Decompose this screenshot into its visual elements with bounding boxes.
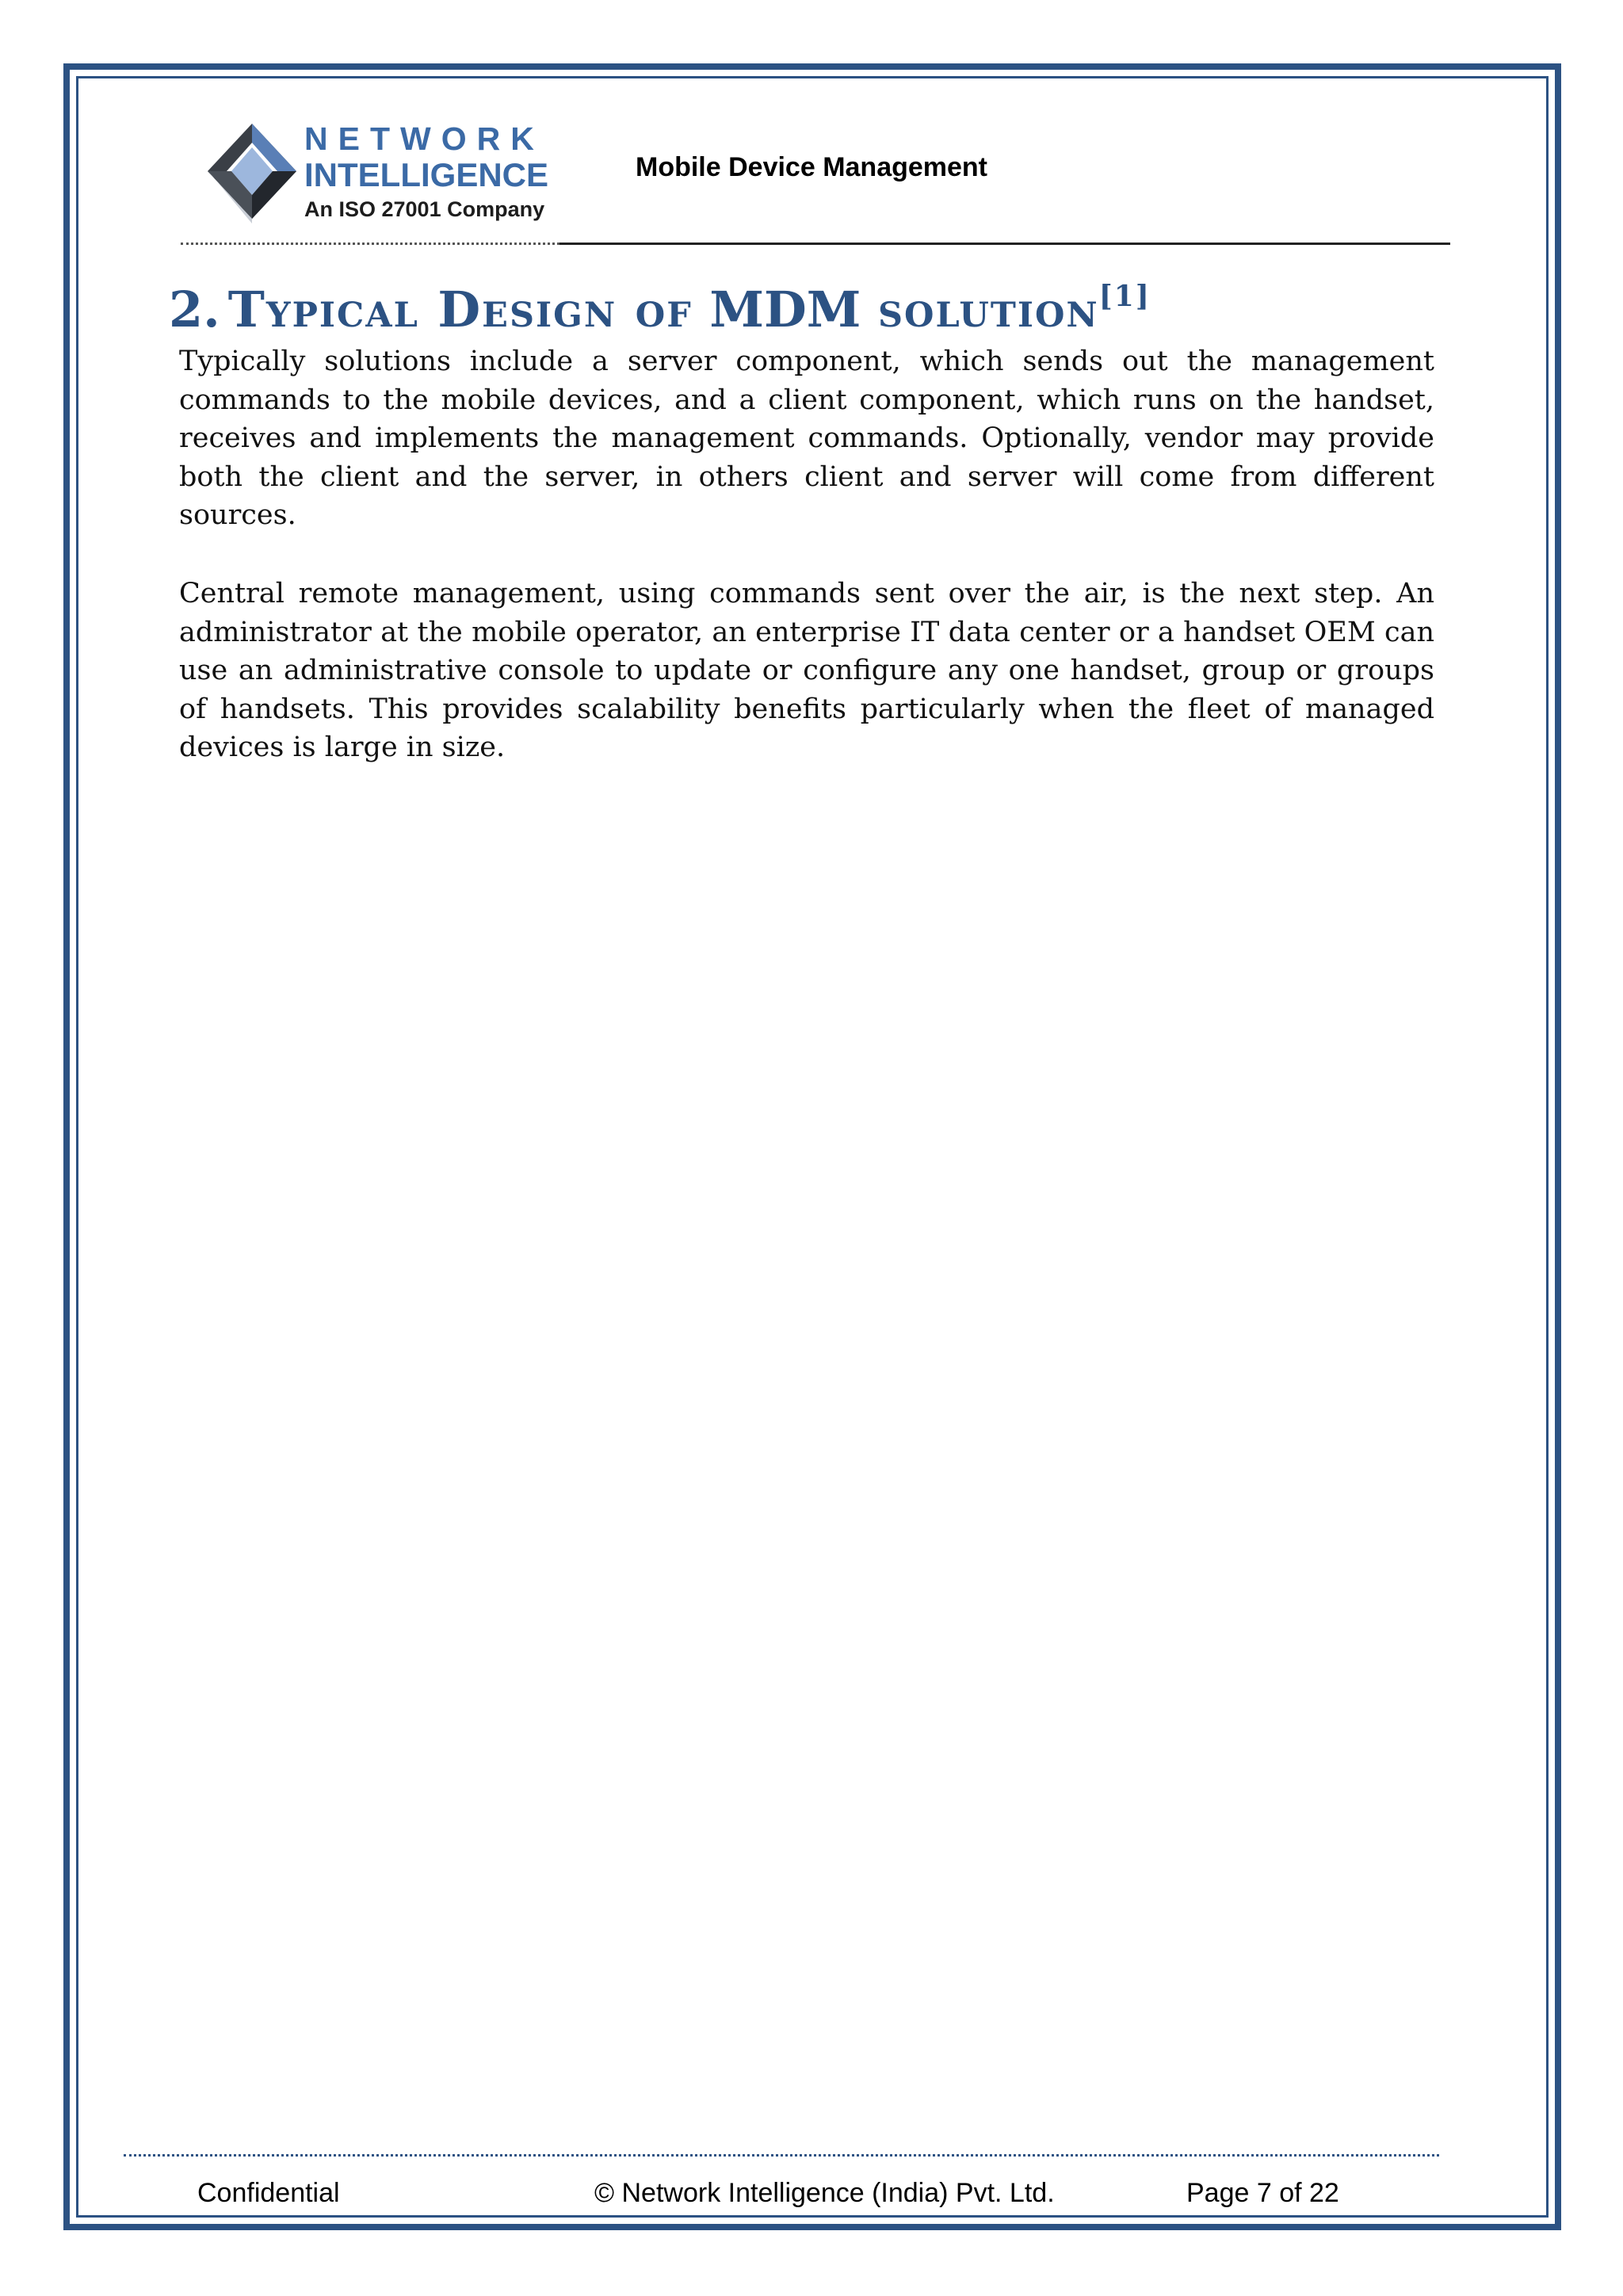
heading-reference: [1]: [1098, 280, 1151, 313]
section-heading: [169, 280, 1151, 338]
section-number: 2.: [169, 281, 220, 338]
header-divider-dotted: [181, 243, 559, 245]
logo-text-network: NETWORK: [304, 120, 544, 157]
footer-confidential: Confidential: [197, 2178, 340, 2208]
heading-text-part2: MDM: [709, 281, 861, 338]
heading-text-part1: Typical Design of: [227, 281, 693, 338]
body-paragraph: Typically solutions include a server component, which sends out the management commands to the mobile devices, and a client component, which runs on the handset, receives and implements the management commands. Optionally, vendor may provide both the client and the server, in others client and server will come from different sources.: [179, 346, 1434, 531]
logo-text-iso: An ISO 27001 Company: [304, 197, 545, 221]
document-header-title: Mobile Device Management: [636, 152, 988, 182]
diamond-logo-icon: [204, 119, 300, 226]
body-paragraph: Central remote management, using commands sent over the air, is the next step. An administrator at the mobile operator, an enterprise IT data center or a handset OEM can use an administrative console to update or configure any one handset, group or groups of handsets. This provides scalability benefits particularly when the fleet of managed devices is large in size.: [179, 578, 1434, 763]
header-divider-solid: [559, 243, 1450, 245]
footer-page-number: Page 7 of 22: [1186, 2178, 1339, 2208]
footer-copyright: © Network Intelligence (India) Pvt. Ltd.: [594, 2178, 1055, 2208]
logo-text-intelligence: INTELLIGENCE: [304, 156, 549, 193]
footer-divider: [124, 2154, 1439, 2157]
heading-text-part3: solution: [877, 281, 1099, 338]
company-logo: [204, 119, 553, 226]
